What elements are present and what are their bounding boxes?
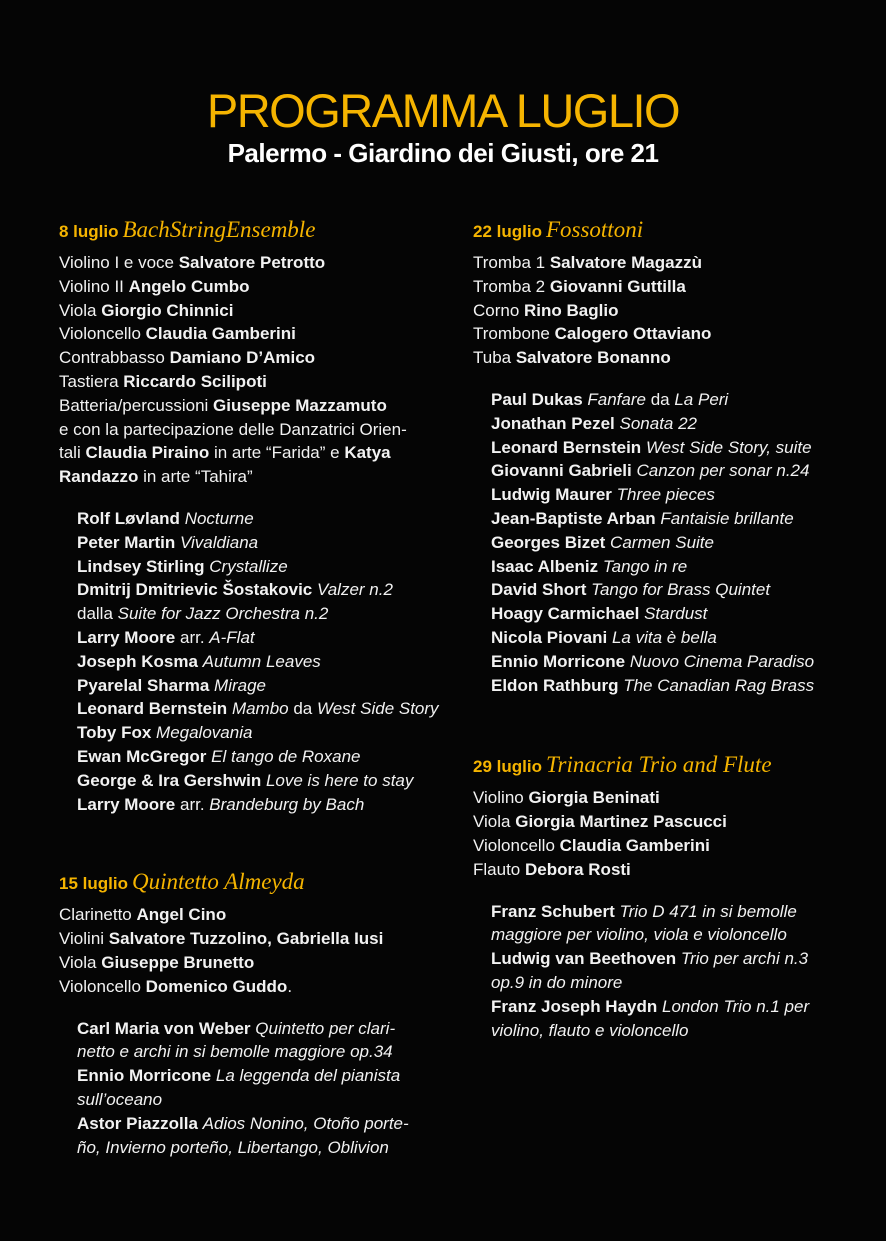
composer-name: Pyarelal Sharma	[77, 675, 210, 695]
guest-line	[59, 418, 429, 442]
instrument-role: Viola	[473, 812, 516, 832]
work-title: La vita è bella	[611, 627, 717, 647]
guest-line	[59, 441, 429, 465]
work-title: Three pieces	[616, 485, 715, 505]
work-title: Trio per archi n.3	[680, 949, 809, 969]
event-heading	[473, 749, 853, 784]
program-item	[77, 602, 429, 626]
personnel-line	[473, 251, 853, 275]
instrument-role: Viola	[59, 300, 102, 320]
guest-line	[59, 465, 429, 489]
event-block	[473, 214, 853, 697]
personnel-line	[59, 370, 429, 394]
program-list	[491, 900, 853, 1043]
program-item	[77, 1088, 429, 1112]
work-title: Nocturne	[184, 508, 254, 528]
work-title: Nuovo Cinema Paradiso	[629, 651, 815, 671]
composer-name: Hoagy Carmichael	[491, 604, 640, 624]
performer-name: Riccardo Scilipoti	[123, 371, 267, 391]
composer-name: Giovanni Gabrieli	[491, 461, 632, 481]
program-item	[77, 697, 439, 721]
instrument-role: Violino I e voce	[59, 253, 179, 272]
work-title: Valzer n.2	[317, 580, 393, 600]
work-title: maggiore per violino, viola e violoncello	[491, 925, 787, 945]
composer-name: David Short	[491, 580, 587, 600]
event-heading	[59, 214, 429, 249]
work-title: Mirage	[214, 675, 267, 695]
punctuation: .	[287, 976, 293, 996]
instrument-role: Tastiera	[59, 371, 124, 391]
performer-name: Giuseppe Mazzamuto	[213, 395, 387, 415]
performer-name: Salvatore Tuzzolino, Gabriella Iusi	[108, 929, 384, 949]
personnel-line	[59, 322, 429, 346]
personnel-line	[473, 275, 853, 299]
event-date: 29 luglio	[473, 757, 542, 777]
program-item	[491, 650, 853, 674]
event-block	[59, 214, 439, 816]
instrument-role: Violino	[473, 788, 529, 808]
instrument-role: Viola	[59, 952, 102, 972]
instrument-role: Violoncello	[59, 976, 146, 996]
composer-name: Ewan McGregor	[77, 746, 207, 766]
work-title: Love is here to stay	[265, 770, 414, 790]
program-list	[491, 388, 853, 697]
program-item	[77, 793, 429, 817]
work-title: Sonata 22	[619, 413, 698, 433]
performer-name: Salvatore Petrotto	[178, 253, 326, 272]
composer-name: Franz Schubert	[491, 901, 615, 921]
composer-name: Peter Martin	[77, 532, 176, 552]
composer-name: Ennio Morricone	[77, 1066, 212, 1086]
performer-name: Giovanni Guttilla	[549, 276, 686, 296]
work-title: La leggenda del pianista	[215, 1066, 401, 1086]
work-title: Tango in re	[602, 556, 688, 576]
composer-name: Ludwig Maurer	[491, 485, 612, 505]
guest-text: e con la partecipazione delle Danzatrici Orien-	[59, 419, 407, 439]
ensemble-name: Quintetto Almeyda	[131, 869, 305, 895]
work-title: Brandeburg by Bach	[209, 794, 365, 814]
event-date: 22 luglio	[473, 222, 542, 241]
work-title: West Side Story	[316, 699, 439, 719]
work-title: Autumn Leaves	[202, 651, 321, 671]
dancer-name: Randazzo	[59, 467, 139, 487]
performer-name: Calogero Ottaviano	[554, 324, 712, 344]
performer-name: Claudia Gamberini	[559, 835, 710, 855]
instrument-role: Violoncello	[473, 835, 560, 855]
personnel-list	[59, 251, 429, 489]
program-item	[491, 602, 853, 626]
instrument-role: Contrabbasso	[59, 348, 170, 368]
personnel-line	[473, 299, 853, 323]
event-block	[473, 749, 853, 1042]
personnel-list	[473, 786, 853, 881]
ensemble-name: Trinacria Trio and Flute	[545, 752, 772, 778]
program-item	[77, 1136, 429, 1160]
work-title: Megalovania	[156, 723, 253, 743]
program-item	[491, 971, 853, 995]
program-item	[77, 1017, 429, 1041]
program-item	[77, 769, 429, 793]
composer-name: Carl Maria von Weber	[77, 1018, 251, 1038]
composer-name: Ludwig van Beethoven	[491, 949, 677, 969]
performer-name: Giorgia Beninati	[528, 788, 660, 808]
performer-name: Domenico Guddo	[145, 976, 288, 996]
personnel-line	[59, 299, 429, 323]
work-title: La Peri	[674, 389, 729, 409]
program-item	[77, 1064, 429, 1088]
page-title: PROGRAMMA LUGLIO	[206, 84, 680, 137]
program-item	[77, 721, 429, 745]
work-prefix: dalla	[77, 604, 118, 624]
composer-name: Eldon Rathburg	[491, 675, 619, 695]
personnel-line	[473, 322, 853, 346]
composer-name: Astor Piazzolla	[77, 1113, 198, 1133]
program-item	[491, 507, 853, 531]
personnel-line	[59, 251, 429, 275]
composer-name: Paul Dukas	[491, 389, 583, 409]
program-item	[77, 555, 429, 579]
instrument-role: Corno	[473, 300, 525, 320]
personnel-line	[59, 394, 429, 418]
work-title: ño, Invierno porteño, Libertango, Oblivion	[77, 1137, 389, 1157]
performer-name: Giorgio Chinnici	[101, 300, 234, 320]
program-item	[491, 388, 853, 412]
personnel-line	[473, 346, 853, 370]
personnel-line	[59, 927, 429, 951]
work-title: Mambo	[231, 699, 289, 719]
work-title: A-Flat	[209, 627, 255, 647]
program-item	[491, 459, 853, 483]
work-title: Adios Nonino, Otoño porte-	[202, 1113, 409, 1133]
program-item	[491, 412, 853, 436]
composer-name: Dmitrij Dmitrievic Šostakovic	[77, 580, 313, 600]
composer-name: Leonard Bernstein	[77, 699, 228, 719]
guest-text: in arte “Farida” e	[209, 443, 345, 463]
composer-name: Larry Moore	[77, 794, 176, 814]
program-item	[77, 650, 429, 674]
work-title: violino, flauto e violoncello	[491, 1020, 689, 1040]
work-title: El tango de Roxane	[211, 746, 361, 766]
right-column	[473, 214, 853, 1042]
performer-name: Salvatore Bonanno	[515, 348, 671, 368]
work-title: The Canadian Rag Brass	[623, 675, 815, 695]
instrument-role: Violino II	[59, 276, 129, 296]
performer-name: Claudia Gamberini	[145, 324, 296, 344]
composer-name: Toby Fox	[77, 723, 152, 743]
performer-name: Damiano D’Amico	[169, 348, 316, 368]
work-title: netto e archi in si bemolle maggiore op.34	[77, 1042, 393, 1062]
instrument-role: Tromba 2	[473, 276, 550, 296]
dancer-name: Claudia Piraino	[85, 443, 210, 463]
personnel-line	[473, 834, 853, 858]
personnel-line	[473, 810, 853, 834]
composer-name: Franz Joseph Haydn	[491, 996, 658, 1016]
program-item	[491, 555, 853, 579]
work-title: Fantaisie brillante	[660, 508, 794, 528]
work-title: sull’oceano	[77, 1089, 163, 1109]
composer-name: George & Ira Gershwin	[77, 770, 262, 790]
composer-name: Joseph Kosma	[77, 651, 198, 671]
performer-name: Angel Cino	[136, 905, 227, 925]
work-title: Quintetto per clari-	[255, 1018, 396, 1038]
program-item	[491, 900, 853, 924]
program-item	[491, 923, 853, 947]
ensemble-name: BachStringEnsemble	[122, 217, 316, 242]
work-prefix: arr.	[179, 794, 210, 814]
personnel-line	[473, 786, 853, 810]
work-connector: da	[645, 389, 675, 409]
personnel-list	[473, 251, 853, 370]
page-subtitle: Palermo - Giardino dei Giusti, ore 21	[227, 138, 659, 168]
instrument-role: Violini	[59, 929, 109, 949]
work-connector: da	[288, 699, 317, 719]
program-item	[491, 626, 853, 650]
composer-name: Jonathan Pezel	[491, 413, 615, 433]
left-column	[59, 214, 439, 1159]
program-item	[491, 947, 853, 971]
composer-name: Isaac Albeniz	[491, 556, 599, 576]
program-item	[77, 578, 429, 602]
composer-name: Larry Moore	[77, 627, 176, 647]
dancer-name: Katya	[344, 443, 391, 463]
program-item	[491, 436, 853, 460]
work-title: Crystallize	[209, 556, 288, 576]
program-item	[77, 1112, 429, 1136]
performer-name: Angelo Cumbo	[128, 276, 250, 296]
work-title: Suite for Jazz Orchestra n.2	[117, 604, 329, 624]
program-item	[77, 745, 429, 769]
composer-name: Ennio Morricone	[491, 651, 626, 671]
instrument-role: Batteria/percussioni	[59, 395, 214, 415]
program-item	[491, 674, 853, 698]
event-date: 8 luglio	[59, 222, 119, 241]
instrument-role: Violoncello	[59, 324, 146, 344]
program-list	[77, 507, 439, 816]
instrument-role: Tromba 1	[473, 253, 550, 272]
page-header	[0, 86, 886, 168]
composer-name: Georges Bizet	[491, 532, 606, 552]
guest-text: in arte “Tahira”	[138, 467, 253, 487]
performer-name: Rino Baglio	[524, 300, 619, 320]
work-prefix: arr.	[179, 627, 210, 647]
performer-name: Salvatore Magazzù	[549, 253, 702, 272]
program-item	[77, 531, 429, 555]
composer-name: Leonard Bernstein	[491, 437, 642, 457]
personnel-line	[59, 346, 429, 370]
event-block	[59, 866, 429, 1159]
composer-name: Jean-Baptiste Arban	[491, 508, 656, 528]
composer-name: Lindsey Stirling	[77, 556, 205, 576]
program-item	[491, 483, 853, 507]
instrument-role: Flauto	[473, 859, 525, 879]
performer-name: Debora Rosti	[524, 859, 631, 879]
work-title: op.9 in do minore	[491, 972, 623, 992]
program-item	[491, 995, 853, 1019]
instrument-role: Clarinetto	[59, 905, 137, 925]
composer-name: Rolf Løvland	[77, 508, 180, 528]
program-item	[77, 1040, 429, 1064]
work-title: Vivaldiana	[179, 532, 259, 552]
program-item	[491, 1019, 853, 1043]
personnel-list	[59, 903, 429, 998]
composer-name: Nicola Piovani	[491, 627, 608, 647]
work-title: West Side Story, suite	[645, 437, 812, 457]
program-list	[77, 1017, 429, 1160]
work-title: London Trio n.1 per	[662, 996, 810, 1016]
work-title: Tango for Brass Quintet	[591, 580, 771, 600]
event-date: 15 luglio	[59, 874, 128, 894]
event-heading	[473, 214, 853, 249]
work-title: Canzon per sonar n.24	[636, 461, 810, 481]
work-title: Fanfare	[587, 389, 646, 409]
event-heading	[59, 866, 429, 901]
personnel-line	[59, 951, 429, 975]
ensemble-name: Fossottoni	[545, 217, 644, 242]
personnel-line	[59, 903, 429, 927]
performer-name: Giuseppe Brunetto	[101, 952, 255, 972]
personnel-line	[59, 975, 429, 999]
program-item	[77, 507, 429, 531]
work-title: Stardust	[644, 604, 708, 624]
work-title: Carmen Suite	[610, 532, 714, 552]
program-item	[491, 578, 853, 602]
performer-name: Giorgia Martinez Pascucci	[515, 812, 727, 832]
instrument-role: Trombone	[473, 324, 555, 344]
personnel-line	[473, 858, 853, 882]
work-title: Trio D 471 in si bemolle	[619, 901, 797, 921]
instrument-role: Tuba	[473, 348, 516, 368]
guest-text: tali	[59, 443, 86, 463]
personnel-line	[59, 275, 429, 299]
program-item	[77, 626, 429, 650]
program-item	[77, 674, 429, 698]
program-item	[491, 531, 853, 555]
